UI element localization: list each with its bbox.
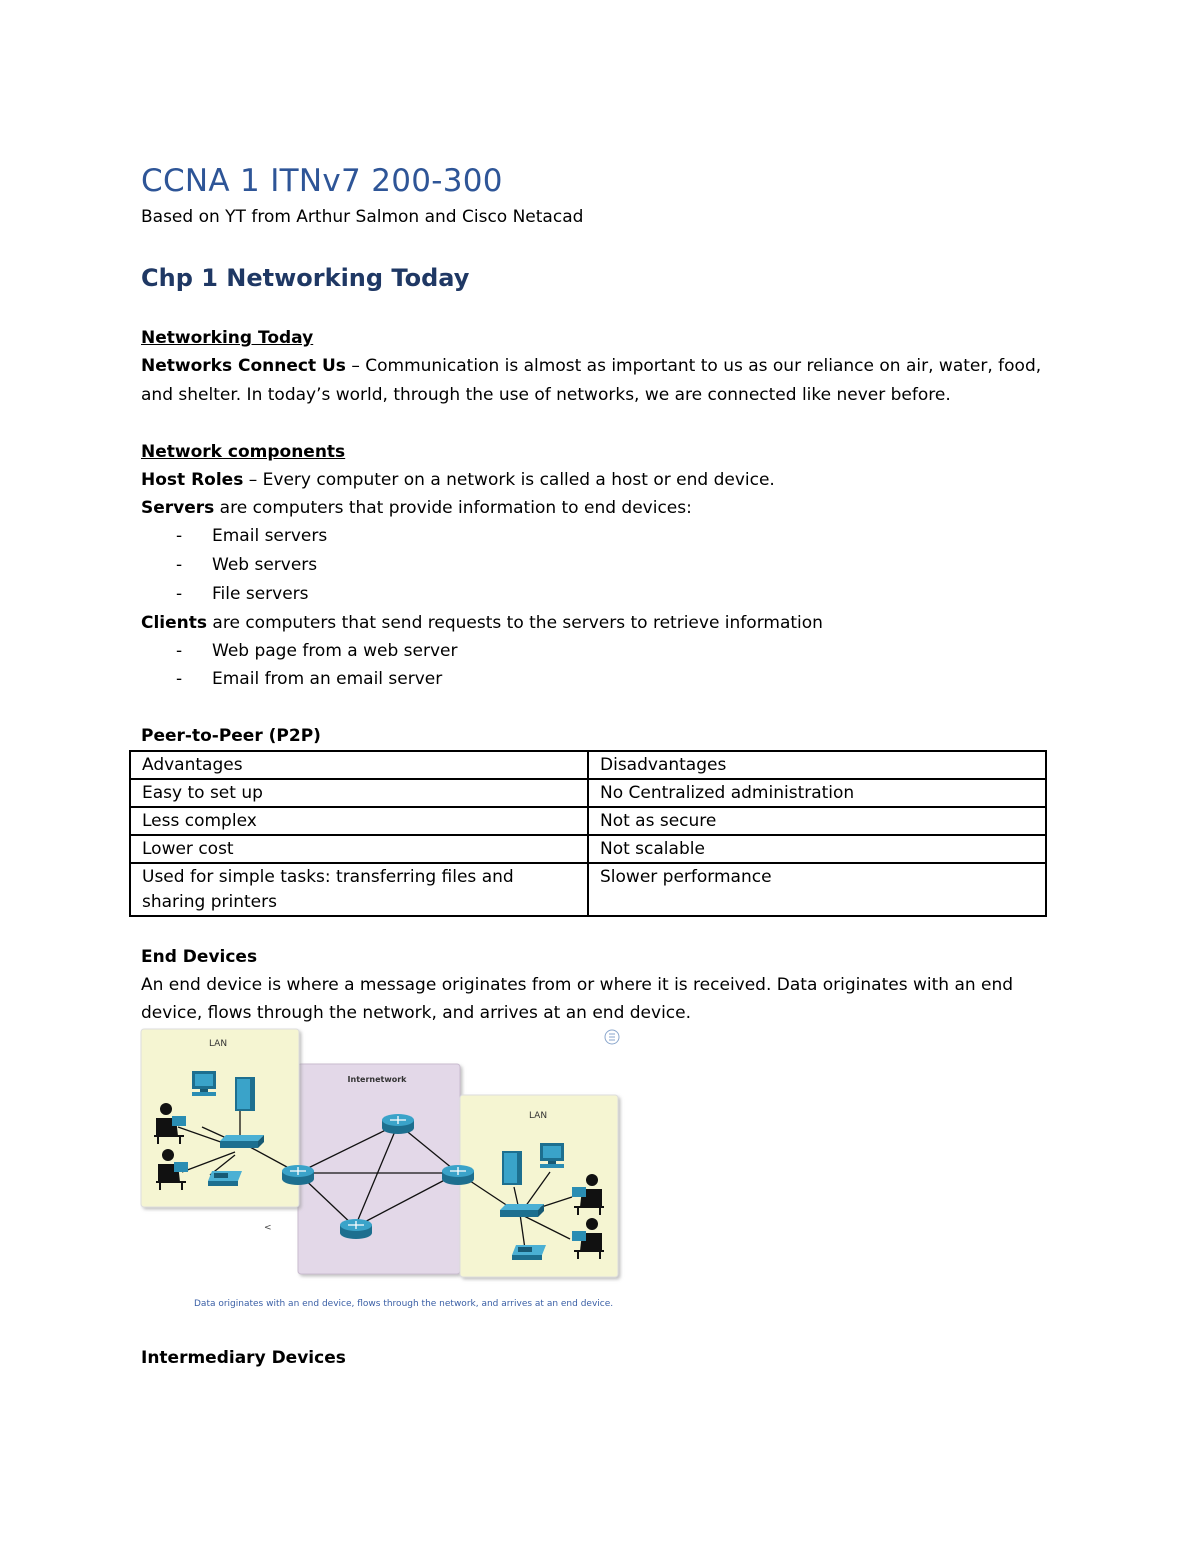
- host-roles-line: Host Roles – Every computer on a network is called a host or end device.: [141, 470, 775, 490]
- network-diagram: [140, 1027, 630, 1289]
- networks-connect-us-paragraph-line2: and shelter. In today’s world, through the use of networks, we are connected like never before.: [141, 385, 951, 405]
- switch-icon: [220, 1135, 264, 1148]
- lan-right-label: LAN: [528, 1111, 548, 1121]
- table-cell: Slower performance: [588, 863, 1046, 916]
- table-cell: Easy to set up: [130, 779, 588, 807]
- list-item: - File servers: [176, 584, 309, 604]
- list-item: - Web servers: [176, 555, 318, 575]
- chapter-heading: Chp 1 Networking Today: [141, 264, 470, 292]
- list-item: - Web page from a web server: [176, 641, 458, 661]
- list-item: - Email from an email server: [176, 669, 443, 689]
- intermediary-devices-heading: Intermediary Devices: [141, 1348, 346, 1368]
- router-icon: [340, 1219, 372, 1239]
- table-header-cell: Disadvantages: [588, 751, 1046, 779]
- cursor-mark-icon: <: [264, 1223, 272, 1233]
- document-subtitle: Based on YT from Arthur Salmon and Cisco Netacad: [141, 207, 584, 227]
- table-row: [130, 807, 1046, 835]
- table-header-row: [130, 751, 1046, 779]
- document-title: CCNA 1 ITNv7 200-300: [141, 163, 503, 199]
- end-devices-heading: End Devices: [141, 947, 258, 967]
- table-header-cell: Advantages: [130, 751, 588, 779]
- p2p-heading: Peer-to-Peer (P2P): [141, 726, 321, 746]
- router-icon: [282, 1165, 314, 1185]
- end-devices-paragraph: An end device is where a message originates from or where it is received. Data originates with an end: [141, 975, 1014, 995]
- diagram-caption: Data originates with an end device, flows through the network, and arrives at an end device.: [194, 1299, 614, 1309]
- section-heading-network-components: Network components: [141, 442, 346, 462]
- table-cell: Less complex: [130, 807, 588, 835]
- image-layout-options-icon: [605, 1030, 619, 1044]
- switch-icon: [500, 1204, 544, 1217]
- table-cell: Not scalable: [588, 835, 1046, 863]
- lan-left-label: LAN: [208, 1039, 228, 1049]
- end-devices-paragraph-line2: device, flows through the network, and arrives at an end device.: [141, 1003, 692, 1023]
- ip-phone-icon: [512, 1245, 546, 1260]
- section-heading-networking-today: Networking Today: [141, 328, 314, 348]
- servers-line: Servers are computers that provide information to end devices:: [141, 498, 692, 518]
- monitor-icon: [192, 1071, 216, 1096]
- clients-line: Clients are computers that send requests to the servers to retrieve information: [141, 613, 823, 633]
- router-icon: [382, 1114, 414, 1134]
- table-row: [130, 835, 1046, 863]
- list-item: - Email servers: [176, 526, 328, 546]
- internetwork-label: Internetwork: [347, 1075, 407, 1084]
- table-cell: Used for simple tasks: transferring files and sharing printers: [130, 863, 588, 916]
- table-cell: No Centralized administration: [588, 779, 1046, 807]
- table-cell: Lower cost: [130, 835, 588, 863]
- table-cell: Not as secure: [588, 807, 1046, 835]
- router-icon: [442, 1165, 474, 1185]
- table-row: [130, 779, 1046, 807]
- monitor-icon: [540, 1143, 564, 1168]
- server-icon: [502, 1151, 522, 1185]
- server-icon: [235, 1077, 255, 1111]
- ip-phone-icon: [208, 1171, 242, 1186]
- table-row: [130, 863, 1046, 916]
- p2p-table: [129, 750, 1047, 917]
- networks-connect-us-paragraph: Networks Connect Us – Communication is almost as important to us as our reliance on air, water, food,: [141, 356, 1042, 376]
